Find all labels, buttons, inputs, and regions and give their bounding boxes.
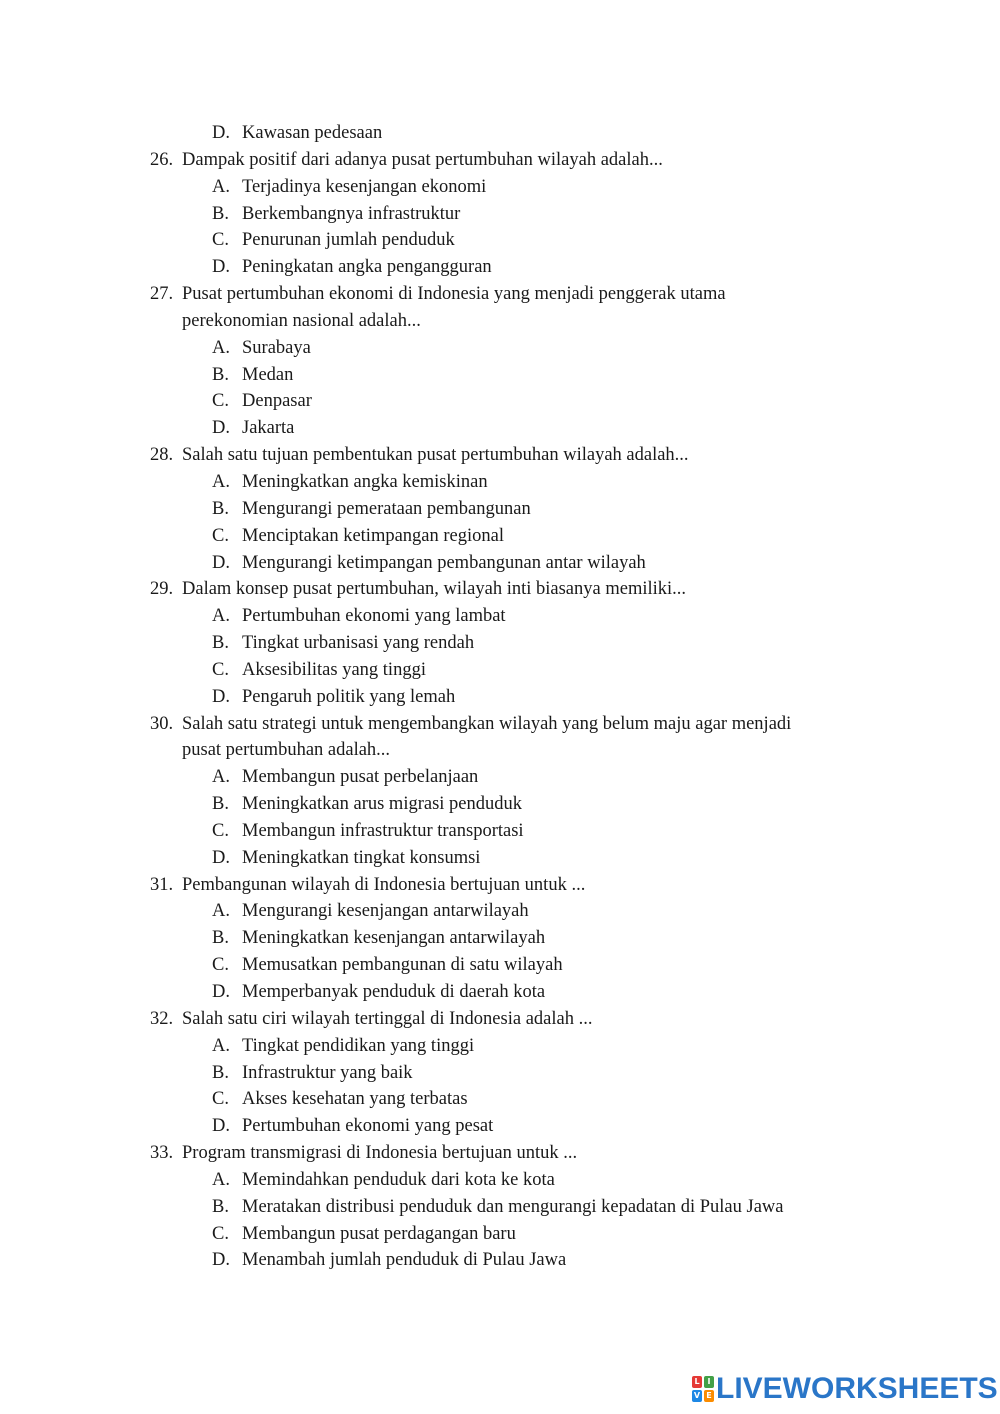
answer-option[interactable]	[0, 496, 1000, 523]
option-text: Medan	[242, 364, 294, 385]
answer-option[interactable]	[0, 845, 1000, 872]
question-text: Salah satu ciri wilayah tertinggal di Indonesia adalah ...	[182, 1008, 593, 1029]
worksheet-page	[0, 120, 1000, 1274]
answer-option[interactable]	[0, 388, 1000, 415]
question-line	[0, 872, 1000, 899]
option-letter: A.	[212, 176, 230, 197]
option-text: Tingkat pendidikan yang tinggi	[242, 1035, 475, 1056]
option-text: Penurunan jumlah penduduk	[242, 230, 455, 251]
logo-square: E	[704, 1390, 714, 1402]
option-text: Tingkat urbanisasi yang rendah	[242, 633, 475, 654]
question-number: 32.	[150, 1008, 174, 1029]
answer-option[interactable]	[0, 1247, 1000, 1274]
option-letter: C.	[212, 955, 229, 976]
answer-option[interactable]	[0, 120, 1000, 147]
question-block	[0, 872, 1000, 1006]
option-letter: C.	[212, 230, 229, 251]
question-block	[0, 1140, 1000, 1274]
answer-option[interactable]	[0, 657, 1000, 684]
question-line	[0, 576, 1000, 603]
option-letter: A.	[212, 767, 230, 788]
answer-option[interactable]	[0, 1060, 1000, 1087]
question-number: 26.	[150, 149, 174, 170]
option-letter: D.	[212, 552, 230, 573]
answer-option[interactable]	[0, 1086, 1000, 1113]
answer-option[interactable]	[0, 603, 1000, 630]
question-line	[0, 281, 1000, 308]
option-letter: D.	[212, 418, 230, 439]
option-letter: D.	[212, 982, 230, 1002]
option-letter: D.	[212, 1250, 230, 1271]
answer-option[interactable]	[0, 979, 1000, 1006]
option-letter: A.	[212, 471, 230, 492]
option-letter: D.	[212, 686, 230, 707]
option-text: Meningkatkan angka kemiskinan	[242, 471, 488, 492]
option-text: Meningkatkan tingkat konsumsi	[242, 847, 481, 868]
option-letter: B.	[212, 928, 229, 949]
option-text: Membangun pusat perbelanjaan	[242, 767, 479, 788]
question-block	[0, 576, 1000, 710]
question-number: 27.	[150, 284, 174, 305]
answer-option[interactable]	[0, 523, 1000, 550]
option-letter: B.	[212, 498, 229, 519]
answer-option[interactable]	[0, 1194, 1000, 1221]
answer-option[interactable]	[0, 791, 1000, 818]
liveworksheets-brand	[692, 1372, 998, 1406]
option-text: Membangun pusat perdagangan baru	[242, 1223, 516, 1244]
question-number: 33.	[150, 1143, 174, 1164]
option-text: Memusatkan pembangunan di satu wilayah	[242, 955, 563, 976]
option-letter: B.	[212, 633, 229, 654]
brand-wordmark: LIVEWORKSHEETS	[716, 1372, 998, 1405]
option-letter: D.	[212, 1116, 230, 1137]
question-text-continued: pusat pertumbuhan adalah...	[182, 740, 391, 761]
option-text: Kawasan pedesaan	[242, 123, 383, 143]
question-line	[0, 1140, 1000, 1167]
answer-option[interactable]	[0, 174, 1000, 201]
option-text: Pengaruh politik yang lemah	[242, 686, 456, 707]
option-letter: C.	[212, 659, 229, 680]
question-block	[0, 711, 1000, 872]
option-text: Berkembangnya infrastruktur	[242, 203, 461, 224]
option-text: Mengurangi pemerataan pembangunan	[242, 498, 531, 519]
answer-option[interactable]	[0, 952, 1000, 979]
option-letter: C.	[212, 391, 229, 412]
option-letter: A.	[212, 337, 230, 358]
question-block	[0, 147, 1000, 281]
answer-option[interactable]	[0, 201, 1000, 228]
question-line	[0, 442, 1000, 469]
option-text: Infrastruktur yang baik	[242, 1062, 413, 1083]
answer-option[interactable]	[0, 415, 1000, 442]
option-letter: B.	[212, 794, 229, 815]
answer-option[interactable]	[0, 925, 1000, 952]
answer-option[interactable]	[0, 898, 1000, 925]
option-text: Jakarta	[242, 418, 295, 439]
question-line	[0, 147, 1000, 174]
answer-option[interactable]	[0, 764, 1000, 791]
option-text: Pertumbuhan ekonomi yang pesat	[242, 1116, 494, 1137]
question-number: 30.	[150, 713, 174, 734]
answer-option[interactable]	[0, 254, 1000, 281]
option-text: Memindahkan penduduk dari kota ke kota	[242, 1169, 555, 1190]
option-letter: C.	[212, 1223, 229, 1244]
option-text: Membangun infrastruktur transportasi	[242, 820, 524, 841]
option-letter: C.	[212, 820, 229, 841]
answer-option[interactable]	[0, 1221, 1000, 1248]
answer-option[interactable]	[0, 469, 1000, 496]
question-block	[0, 442, 1000, 576]
question-text: Dalam konsep pusat pertumbuhan, wilayah inti biasanya memiliki...	[182, 579, 687, 600]
question-number: 31.	[150, 874, 174, 895]
option-letter: D.	[212, 847, 230, 868]
answer-option[interactable]	[0, 227, 1000, 254]
option-text: Peningkatan angka pengangguran	[242, 257, 492, 278]
answer-option[interactable]	[0, 818, 1000, 845]
question-line	[0, 711, 1000, 738]
option-text: Meningkatkan arus migrasi penduduk	[242, 794, 523, 815]
option-text: Meningkatkan kesenjangan antarwilayah	[242, 928, 546, 949]
question-text: Salah satu strategi untuk mengembangkan wilayah yang belum maju agar menjadi	[182, 713, 792, 734]
question-number: 29.	[150, 579, 174, 600]
answer-option[interactable]	[0, 684, 1000, 711]
option-text: Memperbanyak penduduk di daerah kota	[242, 982, 546, 1002]
logo-square: V	[693, 1391, 701, 1400]
option-letter: A.	[212, 1169, 230, 1190]
option-text: Pertumbuhan ekonomi yang lambat	[242, 606, 506, 627]
option-letter: B.	[212, 364, 229, 385]
question-text: Program transmigrasi di Indonesia bertujuan untuk ...	[182, 1143, 578, 1164]
option-text: Aksesibilitas yang tinggi	[242, 659, 426, 680]
option-text: Denpasar	[242, 391, 312, 412]
answer-option[interactable]	[0, 1113, 1000, 1140]
logo-square: L	[692, 1376, 702, 1388]
question-text: Pembangunan wilayah di Indonesia bertujuan untuk ...	[182, 874, 586, 895]
option-text: Menciptakan ketimpangan regional	[242, 525, 504, 546]
answer-option[interactable]	[0, 630, 1000, 657]
question-text: Salah satu tujuan pembentukan pusat pertumbuhan wilayah adalah...	[182, 445, 689, 466]
liveworksheets-logo-icon	[692, 1376, 714, 1402]
option-letter: B.	[212, 1196, 229, 1217]
option-letter: D.	[212, 257, 230, 278]
option-letter: B.	[212, 203, 229, 224]
question-text: Dampak positif dari adanya pusat pertumbuhan wilayah adalah...	[182, 149, 663, 170]
option-text: Mengurangi kesenjangan antarwilayah	[242, 901, 529, 922]
option-text: Meratakan distribusi penduduk dan mengurangi kepadatan di Pulau Jawa	[242, 1196, 784, 1217]
option-letter: A.	[212, 1035, 230, 1056]
logo-square: I	[704, 1376, 714, 1388]
answer-option[interactable]	[0, 1033, 1000, 1060]
question-block	[0, 1006, 1000, 1140]
question-number: 28.	[150, 445, 174, 466]
question-block	[0, 120, 1000, 147]
answer-option[interactable]	[0, 335, 1000, 362]
answer-option[interactable]	[0, 362, 1000, 389]
option-letter: C.	[212, 525, 229, 546]
question-line	[0, 1006, 1000, 1033]
option-text: Terjadinya kesenjangan ekonomi	[242, 176, 487, 197]
option-letter: A.	[212, 901, 230, 922]
option-letter: C.	[212, 1089, 229, 1110]
question-text-continued: perekonomian nasional adalah...	[182, 310, 421, 331]
question-block	[0, 281, 1000, 442]
option-text: Surabaya	[242, 337, 311, 358]
option-letter: A.	[212, 606, 230, 627]
option-text: Akses kesehatan yang terbatas	[242, 1089, 468, 1110]
option-letter: B.	[212, 1062, 229, 1083]
option-text: Mengurangi ketimpangan pembangunan antar wilayah	[242, 552, 646, 573]
question-text: Pusat pertumbuhan ekonomi di Indonesia yang menjadi penggerak utama	[182, 284, 726, 305]
answer-option[interactable]	[0, 550, 1000, 577]
answer-option[interactable]	[0, 1167, 1000, 1194]
option-text: Menambah jumlah penduduk di Pulau Jawa	[242, 1250, 567, 1271]
option-letter: D.	[212, 123, 230, 143]
